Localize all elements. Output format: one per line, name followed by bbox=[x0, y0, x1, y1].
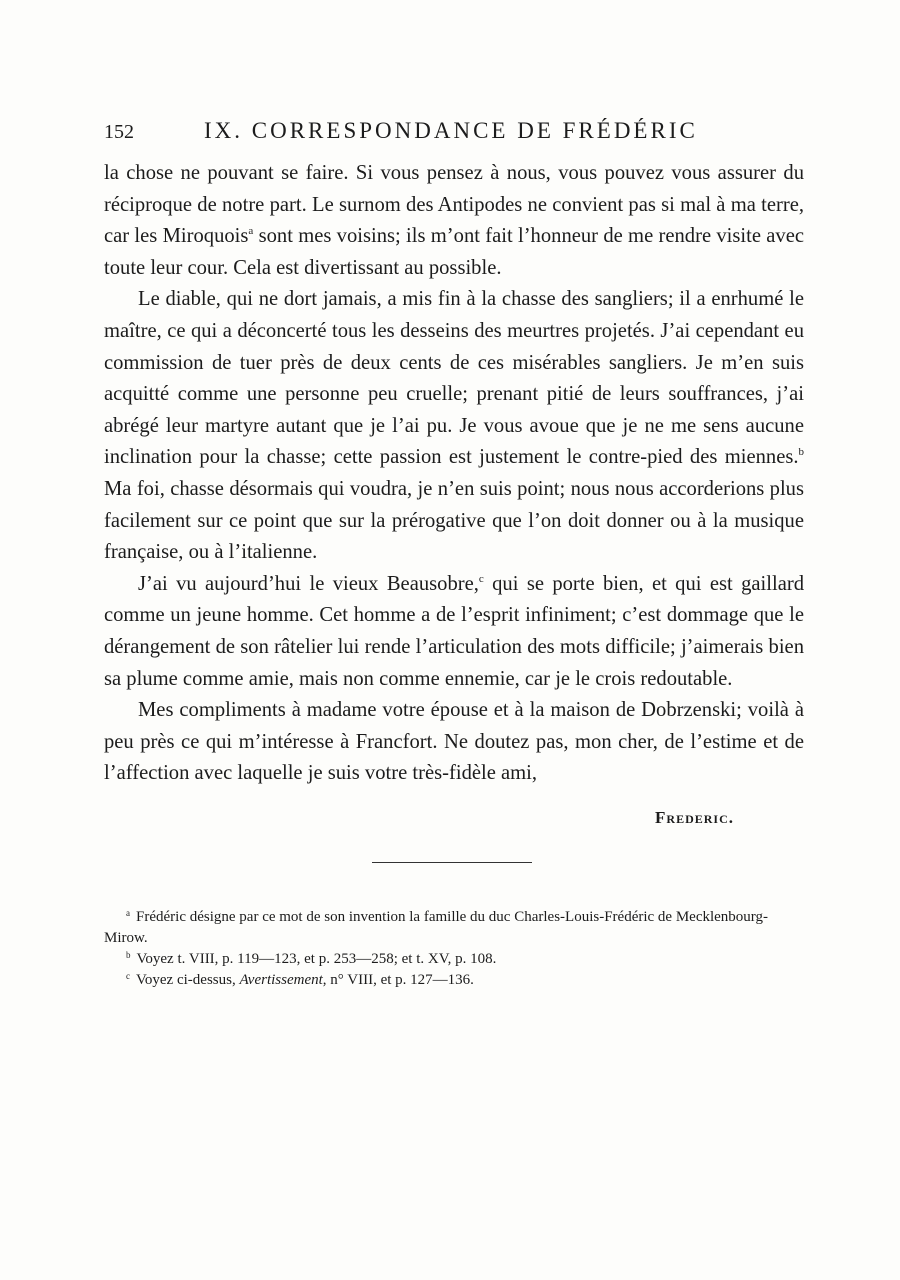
footnote-c-text-post: , n° VIII, et p. 127—136. bbox=[322, 971, 474, 988]
footnote-b bbox=[104, 949, 804, 970]
footnote-mark-c: c bbox=[126, 970, 130, 981]
footnote-c-text-pre: Voyez ci-dessus, bbox=[136, 971, 240, 988]
footnote-mark-b: b bbox=[126, 949, 131, 960]
footnote-a-text: Frédéric désigne par ce mot de son invention la famille du duc Charles-Louis-Frédéric de Mecklenbourg-Mirow. bbox=[104, 908, 769, 946]
footnote-ref-a: a bbox=[248, 225, 254, 238]
footnote-ref-b: b bbox=[798, 446, 804, 459]
footnote-divider bbox=[372, 862, 532, 863]
footnote-mark-a: a bbox=[126, 907, 130, 918]
footnote-b-text: Voyez t. VIII, p. 119—123, et p. 253—258; et t. XV, p. 108. bbox=[136, 950, 497, 967]
paragraph-3-text-a: J’ai vu aujourd’hui le vieux Beausobre, bbox=[138, 572, 479, 595]
footnote-a bbox=[104, 907, 804, 949]
page-number: 152 bbox=[104, 121, 134, 143]
paragraph-2-text-a: Le diable, qui ne dort jamais, a mis fin à la chasse des sangliers; il a enrhumé le maître, ce qui a déconcerté tous les desseins des meurtres projetés. J’ai cependant eu commission de tuer près de deux cents de ces misérables sangliers. Je m’en suis acquitté comme une personne peu cruelle; prenant pitié de leurs souffrances, j’ai abrégé leur martyre autant que je l’ai pu. Je vous avoue que je ne me sens aucune inclination pour la chasse; cette passion est justement le contre-pied des miennes. bbox=[104, 288, 804, 469]
footnote-c-italic: Avertissement bbox=[239, 971, 323, 988]
running-title: IX. CORRESPONDANCE DE FRÉDÉRIC bbox=[204, 118, 698, 143]
paragraph-4: Mes compliments à madame votre épouse et à la maison de Dobrzenski; voilà à peu près ce qui m’intéresse à Francfort. Ne doutez pas, mon cher, de l’estime et de l’affection avec laquelle je suis votre très-fidèle ami, bbox=[104, 699, 804, 785]
book-page bbox=[104, 118, 804, 991]
paragraph-3 bbox=[104, 569, 804, 695]
paragraph-2-text-b: Ma foi, chasse désormais qui voudra, je n’en suis point; nous nous accorderions plus facilement sur ce point que sur la prérogative que l’on doit donner ou à la musique française, ou à l’italienne. bbox=[104, 477, 804, 564]
paragraph-3-text-b: qui se porte bien, et qui est gaillard comme un jeune homme. Cet homme a de l’esprit infiniment; c’est dommage que le dérangement de son râtelier lui rende l’articulation des mots difficile; j’aimerais bien sa plume comme amie, mais non comme ennemie, car je le crois redoutable. bbox=[104, 572, 804, 690]
footnote-ref-c: c bbox=[478, 572, 484, 585]
paragraph-1-text-b: sont mes voisins; ils m’ont fait l’honneur de me rendre visite avec toute leur cour. Cela est divertissant au possible. bbox=[104, 225, 804, 279]
paragraph-1-text-a: la chose ne pouvant se faire. Si vous pensez à nous, vous pouvez vous assurer du réciproque de notre part. Le surnom des Antipodes ne convient pas si mal à ma terre, car les Miroquois bbox=[104, 162, 804, 248]
paragraph-2 bbox=[104, 284, 804, 568]
page-header bbox=[104, 118, 804, 158]
letter-body bbox=[104, 158, 804, 790]
signature: Frederic. bbox=[655, 807, 734, 827]
footnotes bbox=[104, 907, 804, 991]
paragraph-1 bbox=[104, 158, 804, 284]
footnote-c bbox=[104, 970, 804, 991]
